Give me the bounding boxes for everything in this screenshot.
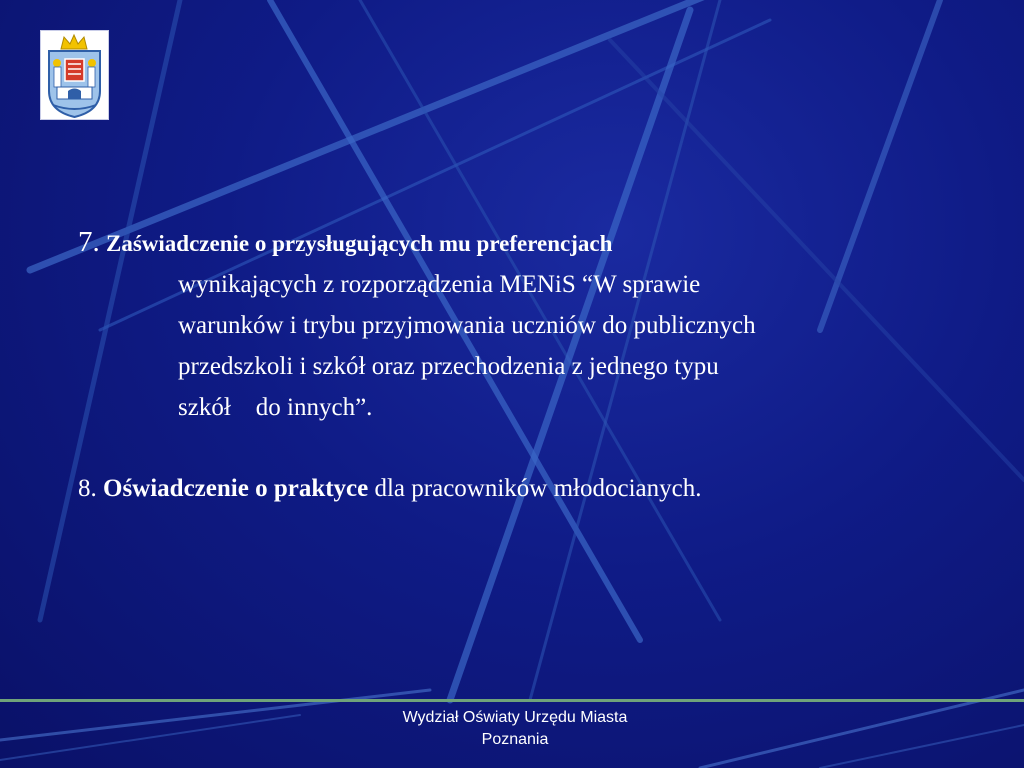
- item-7-line-4: szkół do innych”.: [178, 394, 373, 421]
- item-7-title: Zaświadczenie o przysługujących mu preferencjach: [106, 231, 613, 256]
- item-7-line-3: przedszkoli i szkół oraz przechodzenia z jednego typu: [178, 353, 719, 380]
- poznan-coat-of-arms-icon: [40, 30, 109, 120]
- item-8-title: Oświadczenie o praktyce: [103, 475, 369, 502]
- footer-line-1: Wydział Oświaty Urzędu Miasta: [402, 709, 628, 726]
- list-item-8: [78, 468, 998, 509]
- list-item-7: [78, 222, 998, 264]
- item-8-text: dla pracowników młodocianych.: [368, 475, 702, 502]
- slide-content: [78, 222, 998, 509]
- footer-divider: [0, 699, 1024, 702]
- item-7-number: 7.: [78, 226, 100, 258]
- item-8-number: 8.: [78, 475, 97, 502]
- footer: [345, 707, 685, 751]
- item-7-line-1: wynikających z rozporządzenia MENiS “W sprawie: [178, 271, 701, 298]
- item-7-line-2: warunków i trybu przyjmowania uczniów do publicznych: [178, 312, 756, 339]
- footer-line-2: Poznania: [481, 731, 549, 748]
